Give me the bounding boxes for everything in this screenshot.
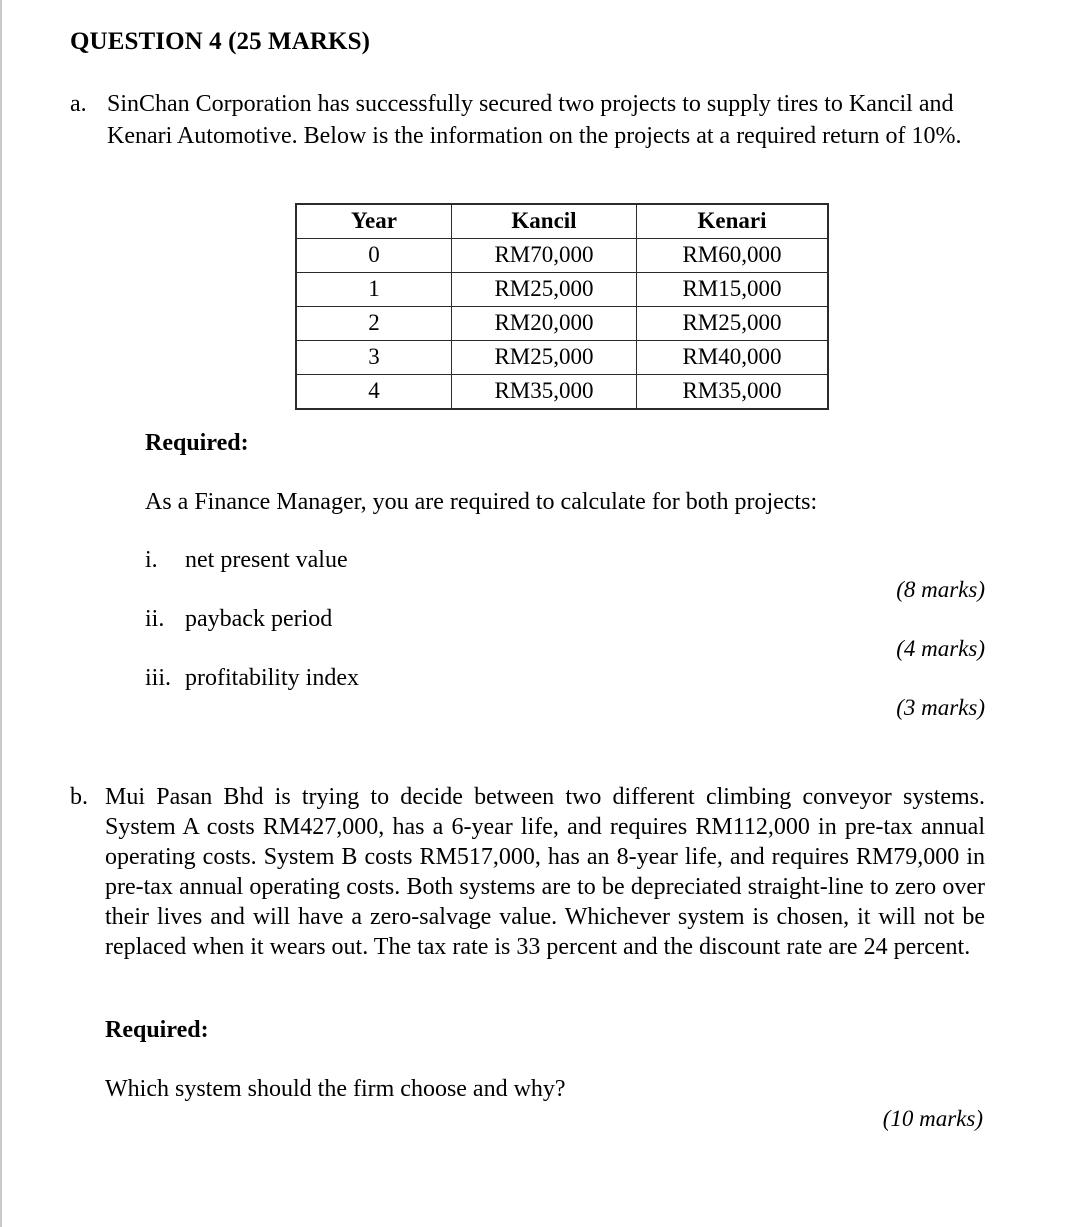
cell-kancil: RM25,000: [452, 273, 637, 307]
cell-kenari: RM60,000: [637, 239, 829, 273]
cell-kenari: RM25,000: [637, 307, 829, 341]
cell-year: 4: [296, 375, 452, 410]
table-row: [296, 341, 828, 375]
cell-year: 0: [296, 239, 452, 273]
part-b-paragraph: Mui Pasan Bhd is trying to decide between two different climbing conveyor systems. System A costs RM427,000, has a 6-year life, and requires RM112,000 in pre-tax annual operating costs. System B costs RM517,000, has an 8-year life, and requires RM79,000 in pre-tax annual operating costs. Both systems are to be depreciated straight-line to zero over their lives and will have a zero-salvage value. Whichever system is chosen, it will not be replaced when it wears out. The tax rate is 33 percent and the discount rate are 24 percent.: [105, 784, 985, 960]
list-item-label: payback period: [185, 606, 333, 632]
list-item-numeral: ii.: [145, 606, 165, 632]
part-b-marks: (10 marks): [882, 1106, 983, 1131]
cell-kancil: RM25,000: [452, 341, 637, 375]
table-row: [296, 273, 828, 307]
list-item: [145, 545, 985, 604]
cell-kenari: RM15,000: [637, 273, 829, 307]
document-page: [2, 0, 1080, 1227]
part-b-question: Which system should the firm choose and why?: [105, 1076, 566, 1102]
table-header-row: [296, 204, 828, 239]
table-header-year: Year: [296, 204, 452, 239]
list-item-marks: (3 marks): [896, 695, 985, 720]
table-row: [296, 239, 828, 273]
cash-flow-table-wrapper: [295, 203, 829, 410]
list-item-label: profitability index: [185, 665, 359, 691]
table-row: [296, 375, 828, 410]
cell-kancil: RM20,000: [452, 307, 637, 341]
cell-kancil: RM70,000: [452, 239, 637, 273]
table-header-kenari: Kenari: [637, 204, 829, 239]
list-item-marks: (4 marks): [896, 636, 985, 661]
list-item-label: net present value: [185, 547, 348, 573]
cell-kenari: RM35,000: [637, 375, 829, 410]
cell-kenari: RM40,000: [637, 341, 829, 375]
list-item: [145, 604, 985, 663]
list-item-numeral: iii.: [145, 665, 172, 691]
cell-kancil: RM35,000: [452, 375, 637, 410]
part-b-block: [70, 782, 985, 962]
part-a-marker: a.: [70, 91, 87, 117]
cell-year: 1: [296, 273, 452, 307]
part-a-required-label: Required:: [145, 430, 249, 456]
page-title: QUESTION 4 (25 MARKS): [70, 28, 371, 55]
list-item-numeral: i.: [145, 547, 158, 573]
cell-year: 2: [296, 307, 452, 341]
cash-flow-table: [295, 203, 829, 410]
part-a-requirement-list: [145, 545, 985, 722]
table-header-kancil: Kancil: [452, 204, 637, 239]
part-a-paragraph: SinChan Corporation has successfully secured two projects to supply tires to Kancil and Kenari Automotive. Below is the information on the projects at a required return of 10%.: [107, 91, 962, 149]
list-item: [145, 663, 985, 722]
list-item-marks: (8 marks): [896, 577, 985, 602]
part-b-marker: b.: [70, 784, 88, 810]
part-a-required-lead: As a Finance Manager, you are required to calculate for both projects:: [145, 489, 818, 515]
table-row: [296, 307, 828, 341]
part-b-required-label: Required:: [105, 1017, 209, 1043]
cell-year: 3: [296, 341, 452, 375]
part-a-block: [70, 88, 975, 152]
